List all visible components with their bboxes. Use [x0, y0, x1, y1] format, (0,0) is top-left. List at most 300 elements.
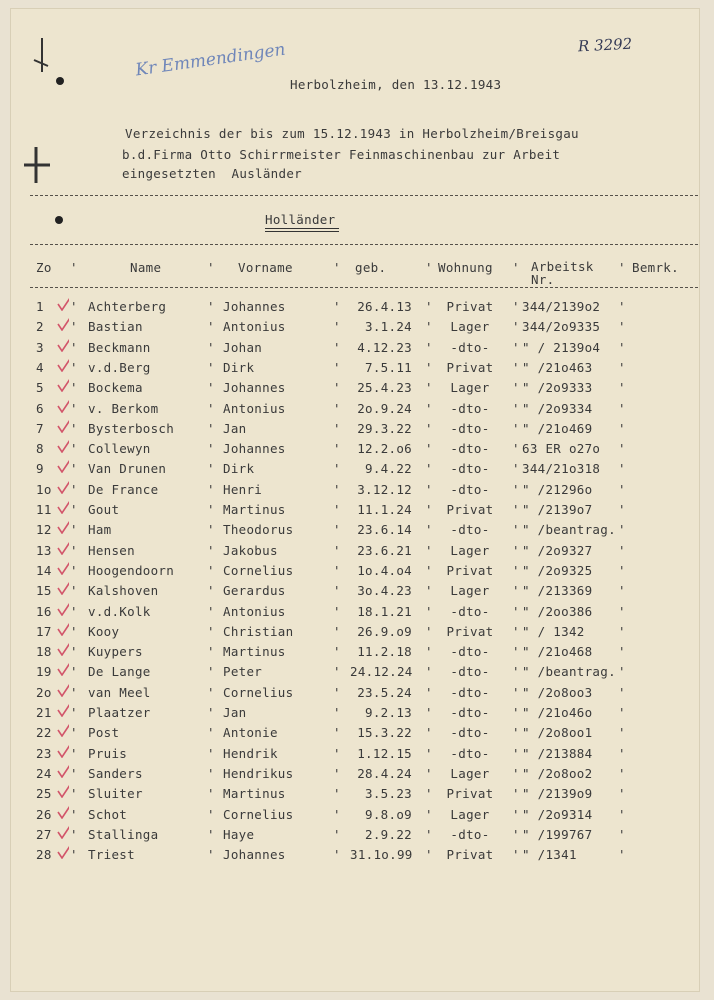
column-separator: '	[512, 786, 520, 801]
district-stamp: Kr Emmendingen	[134, 39, 287, 81]
column-separator: '	[207, 664, 215, 679]
column-separator: '	[512, 461, 520, 476]
column-separator: '	[333, 705, 341, 720]
check-mark-icon	[57, 358, 69, 372]
surname: Ham	[88, 522, 112, 537]
column-separator: '	[512, 380, 520, 395]
residence: -dto-	[450, 827, 490, 842]
surname: Stallinga	[88, 827, 159, 842]
birth-date: 7.5.11	[365, 360, 412, 375]
surname: Triest	[88, 847, 135, 862]
first-name: Martinus	[223, 502, 286, 517]
row-number: 14	[36, 563, 52, 578]
column-separator: '	[618, 664, 626, 679]
column-separator: '	[207, 644, 215, 659]
residence: Privat	[446, 502, 494, 517]
surname: v. Berkom	[88, 401, 159, 416]
residence: -dto-	[450, 522, 490, 537]
column-separator: '	[70, 664, 78, 679]
birth-date: 23.6.21	[357, 543, 412, 558]
first-name: Christian	[223, 624, 294, 639]
residence: Lager	[450, 583, 490, 598]
row-number: 4	[36, 360, 44, 375]
row-number: 13	[36, 543, 52, 558]
work-card-number: " /beantrag.	[522, 664, 616, 679]
first-name: Jakobus	[223, 543, 278, 558]
residence: -dto-	[450, 441, 490, 456]
check-mark-icon	[57, 399, 69, 413]
birth-date: 3o.4.23	[357, 583, 412, 598]
check-mark-icon	[57, 602, 69, 616]
birth-date: 24.12.24	[350, 664, 413, 679]
column-separator: '	[512, 299, 520, 314]
column-separator: '	[425, 543, 433, 558]
column-separator: '	[618, 461, 626, 476]
column-separator: '	[207, 299, 215, 314]
row-number: 1o	[36, 482, 52, 497]
separator-top	[30, 195, 698, 196]
column-separator: '	[425, 725, 433, 740]
row-number: 16	[36, 604, 52, 619]
column-separator: '	[207, 624, 215, 639]
row-number: 25	[36, 786, 52, 801]
birth-date: 9.4.22	[365, 461, 412, 476]
column-separator: '	[512, 401, 520, 416]
column-separator: '	[333, 583, 341, 598]
residence: -dto-	[450, 685, 490, 700]
column-separator: '	[207, 401, 215, 416]
heading-underline-1	[265, 228, 339, 229]
column-separator: '	[512, 766, 520, 781]
binder-mark-top	[30, 36, 52, 76]
column-separator: '	[512, 664, 520, 679]
col-header-remark: Bemrk.	[632, 260, 679, 275]
column-separator: '	[207, 461, 215, 476]
surname: Kalshoven	[88, 583, 159, 598]
column-separator: '	[425, 299, 433, 314]
col-header-card: Arbeitsk Nr.	[531, 259, 594, 287]
column-separator: '	[333, 766, 341, 781]
column-separator: '	[333, 847, 341, 862]
column-separator: '	[70, 299, 78, 314]
column-separator: '	[333, 522, 341, 537]
check-mark-icon	[57, 662, 69, 676]
column-separator: '	[70, 502, 78, 517]
column-separator: '	[618, 786, 626, 801]
check-mark-icon	[57, 439, 69, 453]
column-separator: '	[70, 421, 78, 436]
column-separator: '	[333, 482, 341, 497]
column-separator: '	[333, 563, 341, 578]
intro-line-1: Verzeichnis der bis zum 15.12.1943 in Herbolzheim/Breisgau	[125, 126, 579, 141]
work-card-number: " /213369	[522, 583, 593, 598]
surname: Achterberg	[88, 299, 167, 314]
check-mark-icon	[57, 845, 69, 859]
surname: Sanders	[88, 766, 143, 781]
first-name: Jan	[223, 705, 247, 720]
check-mark-icon	[57, 683, 69, 697]
column-separator: '	[425, 685, 433, 700]
work-card-number: " /21o468	[522, 644, 593, 659]
column-separator: '	[207, 502, 215, 517]
column-separator: '	[207, 563, 215, 578]
column-separator: '	[425, 583, 433, 598]
first-name: Henri	[223, 482, 263, 497]
column-separator: '	[618, 705, 626, 720]
column-separator: '	[618, 827, 626, 842]
check-mark-icon	[57, 520, 69, 534]
first-name: Johannes	[223, 441, 286, 456]
column-separator: '	[207, 604, 215, 619]
surname: Kooy	[88, 624, 120, 639]
column-separator: '	[512, 847, 520, 862]
column-separator: '	[618, 522, 626, 537]
col-header-born: geb.	[355, 260, 387, 275]
column-separator: '	[425, 827, 433, 842]
work-card-number: " /2139o9	[522, 786, 593, 801]
column-separator: '	[425, 664, 433, 679]
column-separator: '	[70, 583, 78, 598]
residence: Privat	[446, 624, 494, 639]
first-name: Johannes	[223, 380, 286, 395]
column-separator: '	[70, 847, 78, 862]
first-name: Haye	[223, 827, 255, 842]
surname: v.d.Kolk	[88, 604, 151, 619]
column-separator: '	[425, 786, 433, 801]
column-separator: '	[207, 482, 215, 497]
check-mark-icon	[57, 764, 69, 778]
row-number: 22	[36, 725, 52, 740]
column-separator: '	[70, 725, 78, 740]
row-number: 23	[36, 746, 52, 761]
column-separator: '	[333, 807, 341, 822]
first-name: Johan	[223, 340, 263, 355]
column-separator: '	[618, 299, 626, 314]
column-separator: '	[618, 401, 626, 416]
column-separator: '	[333, 340, 341, 355]
column-separator: '	[512, 441, 520, 456]
first-name: Cornelius	[223, 563, 294, 578]
column-separator: '	[512, 522, 520, 537]
first-name: Martinus	[223, 786, 286, 801]
column-separator: '	[512, 705, 520, 720]
column-separator: '	[618, 340, 626, 355]
surname: Bysterbosch	[88, 421, 175, 436]
column-separator: '	[425, 705, 433, 720]
column-separator: '	[425, 746, 433, 761]
row-number: 8	[36, 441, 44, 456]
check-mark-icon	[57, 744, 69, 758]
column-separator: '	[425, 624, 433, 639]
punch-hole-middle	[55, 216, 63, 224]
separator-header-top	[30, 244, 698, 245]
row-number: 2	[36, 319, 44, 334]
column-separator: '	[618, 583, 626, 598]
residence: -dto-	[450, 482, 490, 497]
column-separator: '	[618, 441, 626, 456]
surname: Hoogendoorn	[88, 563, 175, 578]
first-name: Johannes	[223, 847, 286, 862]
first-name: Antonius	[223, 604, 286, 619]
residence: Lager	[450, 543, 490, 558]
work-card-number: " /1341	[522, 847, 577, 862]
birth-date: 28.4.24	[357, 766, 412, 781]
column-separator: '	[512, 340, 520, 355]
work-card-number: " /2o8oo2	[522, 766, 593, 781]
column-separator: '	[425, 461, 433, 476]
row-number: 1	[36, 299, 44, 314]
first-name: Antonie	[223, 725, 278, 740]
row-number: 5	[36, 380, 44, 395]
first-name: Antonius	[223, 319, 286, 334]
row-number: 3	[36, 340, 44, 355]
birth-date: 18.1.21	[357, 604, 412, 619]
surname: Beckmann	[88, 340, 151, 355]
column-separator: '	[207, 380, 215, 395]
column-separator: '	[70, 604, 78, 619]
column-separator: '	[70, 360, 78, 375]
birth-date: 4.12.23	[357, 340, 412, 355]
first-name: Antonius	[223, 401, 286, 416]
column-separator: '	[618, 766, 626, 781]
column-separator: '	[207, 543, 215, 558]
residence: Privat	[446, 299, 494, 314]
check-mark-icon	[57, 338, 69, 352]
first-name: Dirk	[223, 461, 255, 476]
column-separator: '	[618, 563, 626, 578]
column-separator: '	[618, 725, 626, 740]
column-separator: '	[207, 705, 215, 720]
column-separator: '	[618, 685, 626, 700]
column-separator: '	[618, 604, 626, 619]
column-separator: '	[618, 624, 626, 639]
header-separators-5: '	[512, 260, 520, 275]
row-number: 11	[36, 502, 52, 517]
column-separator: '	[70, 441, 78, 456]
surname: Bockema	[88, 380, 143, 395]
residence: -dto-	[450, 461, 490, 476]
column-separator: '	[333, 401, 341, 416]
check-mark-icon	[57, 317, 69, 331]
column-separator: '	[425, 319, 433, 334]
column-separator: '	[70, 685, 78, 700]
column-separator: '	[70, 746, 78, 761]
column-separator: '	[70, 766, 78, 781]
residence: -dto-	[450, 644, 490, 659]
column-separator: '	[618, 807, 626, 822]
birth-date: 9.2.13	[365, 705, 412, 720]
check-mark-icon	[57, 622, 69, 636]
residence: Lager	[450, 766, 490, 781]
check-mark-icon	[57, 378, 69, 392]
column-separator: '	[333, 604, 341, 619]
column-separator: '	[425, 563, 433, 578]
column-separator: '	[425, 340, 433, 355]
punch-hole-top	[56, 77, 64, 85]
column-separator: '	[70, 380, 78, 395]
row-number: 6	[36, 401, 44, 416]
column-separator: '	[512, 746, 520, 761]
column-separator: '	[70, 543, 78, 558]
column-separator: '	[333, 827, 341, 842]
check-mark-icon	[57, 541, 69, 555]
column-separator: '	[512, 725, 520, 740]
column-separator: '	[512, 583, 520, 598]
column-separator: '	[333, 746, 341, 761]
place-date: Herbolzheim, den 13.12.1943	[290, 77, 502, 92]
check-mark-icon	[57, 642, 69, 656]
intro-line-2: b.d.Firma Otto Schirrmeister Feinmaschinenbau zur Arbeit	[122, 147, 561, 162]
col-header-home: Wohnung	[438, 260, 493, 275]
work-card-number: " /21o463	[522, 360, 593, 375]
column-separator: '	[207, 421, 215, 436]
intro-line-3: eingesetzten Ausländer	[122, 166, 302, 181]
header-separators-2: '	[207, 260, 215, 275]
column-separator: '	[333, 421, 341, 436]
col-header-no: Zo	[36, 260, 52, 275]
work-card-number: " /21o46o	[522, 705, 593, 720]
work-card-number: " /2o9327	[522, 543, 593, 558]
col-header-first-name: Vorname	[238, 260, 293, 275]
birth-date: 29.3.22	[357, 421, 412, 436]
surname: Pruis	[88, 746, 128, 761]
residence: -dto-	[450, 340, 490, 355]
birth-date: 11.1.24	[357, 502, 412, 517]
residence: -dto-	[450, 604, 490, 619]
residence: Privat	[446, 847, 494, 862]
column-separator: '	[333, 380, 341, 395]
column-separator: '	[512, 624, 520, 639]
column-separator: '	[70, 807, 78, 822]
header-separators-3: '	[333, 260, 341, 275]
nationality-heading: Holländer	[265, 212, 336, 227]
column-separator: '	[207, 441, 215, 456]
row-number: 2o	[36, 685, 52, 700]
binder-mark	[22, 145, 52, 185]
column-separator: '	[425, 807, 433, 822]
row-number: 27	[36, 827, 52, 842]
work-card-number: " / 2139o4	[522, 340, 601, 355]
work-card-number: 344/2139o2	[522, 299, 601, 314]
surname: Bastian	[88, 319, 143, 334]
work-card-number: 344/21o318	[522, 461, 601, 476]
row-number: 24	[36, 766, 52, 781]
column-separator: '	[333, 644, 341, 659]
col-header-name: Name	[130, 260, 162, 275]
work-card-number: 344/2o9335	[522, 319, 601, 334]
column-separator: '	[70, 401, 78, 416]
column-separator: '	[618, 543, 626, 558]
residence: -dto-	[450, 746, 490, 761]
first-name: Johannes	[223, 299, 286, 314]
column-separator: '	[333, 461, 341, 476]
column-separator: '	[70, 624, 78, 639]
birth-date: 2.9.22	[365, 827, 412, 842]
column-separator: '	[425, 380, 433, 395]
column-separator: '	[333, 441, 341, 456]
column-separator: '	[333, 664, 341, 679]
column-separator: '	[333, 502, 341, 517]
column-separator: '	[207, 827, 215, 842]
column-separator: '	[425, 502, 433, 517]
birth-date: 9.8.o9	[365, 807, 412, 822]
surname: De Lange	[88, 664, 151, 679]
first-name: Peter	[223, 664, 263, 679]
column-separator: '	[70, 827, 78, 842]
column-separator: '	[333, 786, 341, 801]
work-card-number: " /213884	[522, 746, 593, 761]
check-mark-icon	[57, 500, 69, 514]
column-separator: '	[70, 705, 78, 720]
column-separator: '	[618, 360, 626, 375]
work-card-number: " /2o8oo3	[522, 685, 593, 700]
work-card-number: " /2o9333	[522, 380, 593, 395]
column-separator: '	[425, 604, 433, 619]
column-separator: '	[333, 624, 341, 639]
work-card-number: " /2o9334	[522, 401, 593, 416]
column-separator: '	[207, 685, 215, 700]
row-number: 28	[36, 847, 52, 862]
column-separator: '	[333, 360, 341, 375]
work-card-number: " /2139o7	[522, 502, 593, 517]
column-separator: '	[618, 644, 626, 659]
surname: Sluiter	[88, 786, 143, 801]
column-separator: '	[512, 827, 520, 842]
birth-date: 26.9.o9	[357, 624, 412, 639]
column-separator: '	[425, 401, 433, 416]
column-separator: '	[618, 380, 626, 395]
column-separator: '	[207, 807, 215, 822]
first-name: Cornelius	[223, 685, 294, 700]
column-separator: '	[70, 340, 78, 355]
work-card-number: 63 ER o27o	[522, 441, 601, 456]
residence: -dto-	[450, 421, 490, 436]
column-separator: '	[333, 685, 341, 700]
column-separator: '	[70, 522, 78, 537]
column-separator: '	[425, 522, 433, 537]
birth-date: 3.5.23	[365, 786, 412, 801]
check-mark-icon	[57, 723, 69, 737]
column-separator: '	[425, 644, 433, 659]
surname: De France	[88, 482, 159, 497]
check-mark-icon	[57, 784, 69, 798]
check-mark-icon	[57, 561, 69, 575]
column-separator: '	[70, 319, 78, 334]
column-separator: '	[618, 847, 626, 862]
column-separator: '	[207, 725, 215, 740]
work-card-number: " /199767	[522, 827, 593, 842]
birth-date: 15.3.22	[357, 725, 412, 740]
column-separator: '	[207, 319, 215, 334]
column-separator: '	[512, 421, 520, 436]
birth-date: 12.2.o6	[357, 441, 412, 456]
surname: Schot	[88, 807, 128, 822]
column-separator: '	[425, 766, 433, 781]
column-separator: '	[70, 563, 78, 578]
residence: Lager	[450, 319, 490, 334]
residence: -dto-	[450, 664, 490, 679]
surname: v.d.Berg	[88, 360, 151, 375]
birth-date: 31.1o.99	[350, 847, 413, 862]
column-separator: '	[618, 482, 626, 497]
residence: Privat	[446, 786, 494, 801]
check-mark-icon	[57, 459, 69, 473]
first-name: Theodorus	[223, 522, 294, 537]
column-separator: '	[512, 563, 520, 578]
column-separator: '	[333, 543, 341, 558]
residence: Lager	[450, 807, 490, 822]
header-separators-4: '	[425, 260, 433, 275]
